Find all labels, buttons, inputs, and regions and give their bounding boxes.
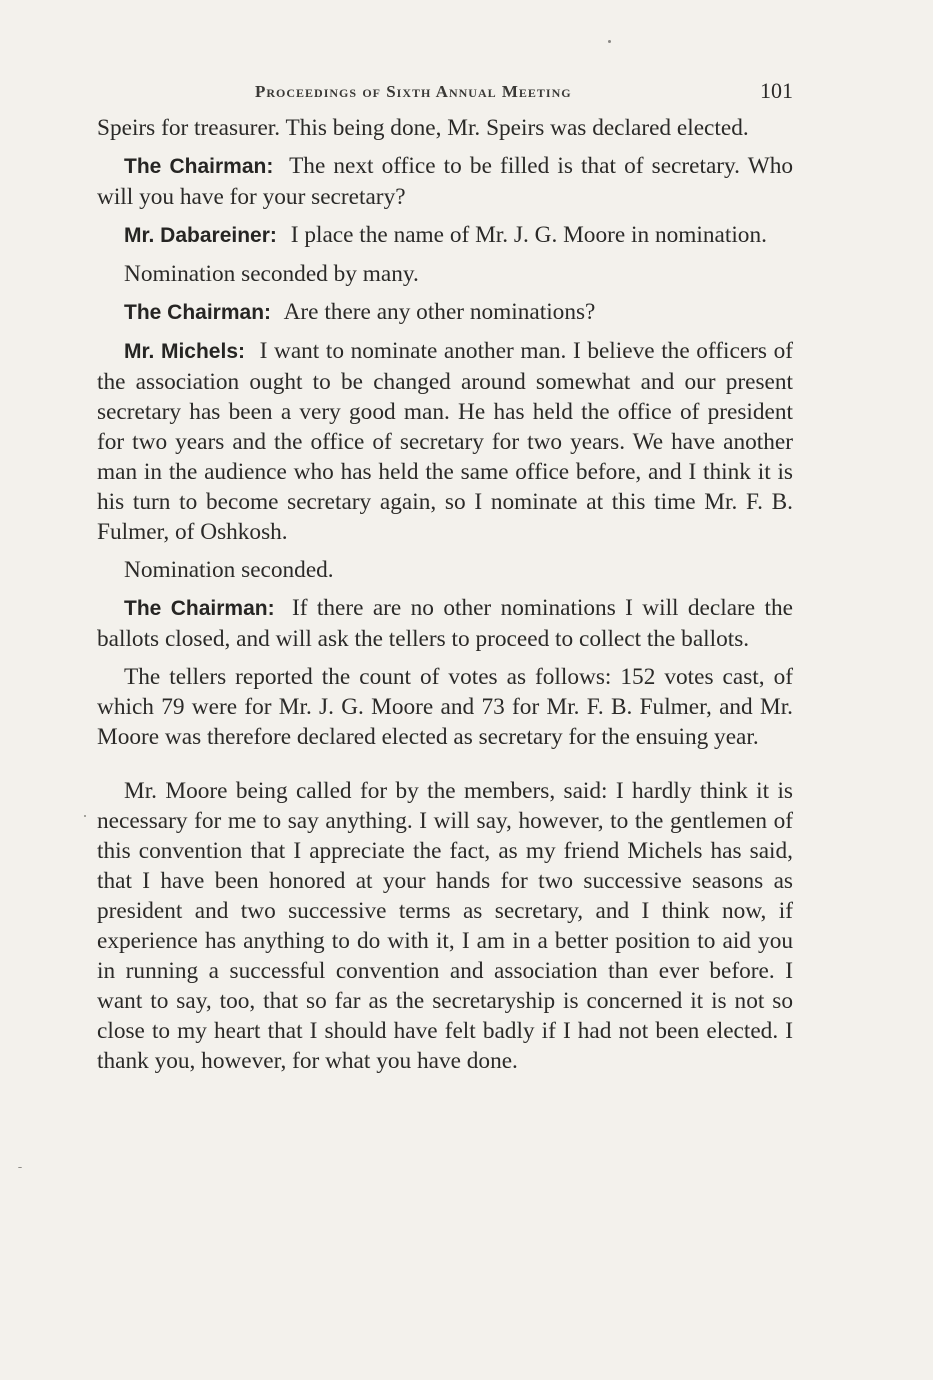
page-number: 101: [760, 78, 793, 103]
paragraph-text: Speirs for treasurer. This being done, Mr. Speirs was declared elected.: [97, 115, 749, 141]
paragraph: [97, 662, 793, 752]
paragraph-text: Nomination seconded.: [124, 557, 334, 583]
paragraph: [97, 336, 793, 547]
speaker-colon: :: [266, 155, 274, 178]
speaker-name: The Chairman: [124, 597, 268, 620]
paper-speck: [84, 815, 86, 817]
speaker-name: Mr. Michels: [124, 340, 238, 363]
speaker-name: The Chairman: [124, 155, 267, 178]
paragraph: [97, 113, 793, 143]
paragraph-text: Are there any other nominations?: [283, 299, 596, 325]
speaker-name: Mr. Dabareiner: [124, 224, 270, 247]
speaker-name: The Chairman: [124, 301, 265, 324]
paragraph-text: The tellers reported the count of votes as follows: 152 votes cast, of which 79 were for Mr. J. G. Moore and 73 for Mr. F. B. Fulmer, and Mr. Moore was therefore declared elected as secretary for the ensuing year.: [97, 664, 793, 750]
paragraph: [97, 593, 793, 654]
paragraph: [97, 151, 793, 212]
paragraph: [97, 259, 793, 289]
paragraph-text: Nomination seconded by many.: [124, 261, 419, 287]
paragraph: [97, 555, 793, 585]
page-body: [97, 113, 793, 1084]
paragraph: [97, 776, 793, 1076]
paragraph-text: I want to nominate another man. I believe the officers of the association ought to be changed around somewhat and our present secretary has been a very good man. He has held the office of president for two years and the office of secretary for two years. We have another man in the audience who has held the same office before, and I think it is his turn to become secretary again, so I nominate at this time Mr. F. B. Fulmer, of Oshkosh.: [97, 338, 794, 545]
speaker-colon: :: [267, 597, 275, 620]
page-header: [97, 78, 793, 106]
speaker-colon: :: [269, 224, 277, 247]
speaker-colon: :: [238, 340, 245, 363]
running-head: Proceedings of Sixth Annual Meeting: [255, 82, 572, 101]
paragraph: [97, 220, 793, 251]
paragraph-text: I place the name of Mr. J. G. Moore in nomination.: [290, 222, 767, 248]
paragraph-text: If there are no other nominations I will declare the ballots closed, and will ask the tellers to proceed to collect the ballots.: [97, 595, 793, 652]
paragraph-text: Mr. Moore being called for by the members, said: I hardly think it is necessary for me to say anything. I will say, however, to the gentlemen of this convention that I appreciate the fact, as my friend Michels has said, that I have been honored at your hands for two successive seasons as president and two successive terms as secretary, and I think now, if experience has anything to do with it, I am in a better position to aid you in running a successful convention and association than ever before. I want to say, too, that so far as the secretaryship is concerned it is not so close to my heart that I should have felt badly if I had not been elected. I thank you, however, for what you have done.: [97, 778, 793, 1074]
paragraph-text: The next office to be filled is that of secretary. Who will you have for your secretary?: [97, 153, 793, 210]
paragraph: [97, 297, 793, 328]
paper-speck: [608, 40, 611, 43]
speaker-colon: :: [264, 301, 272, 324]
paper-speck: [18, 1167, 22, 1168]
